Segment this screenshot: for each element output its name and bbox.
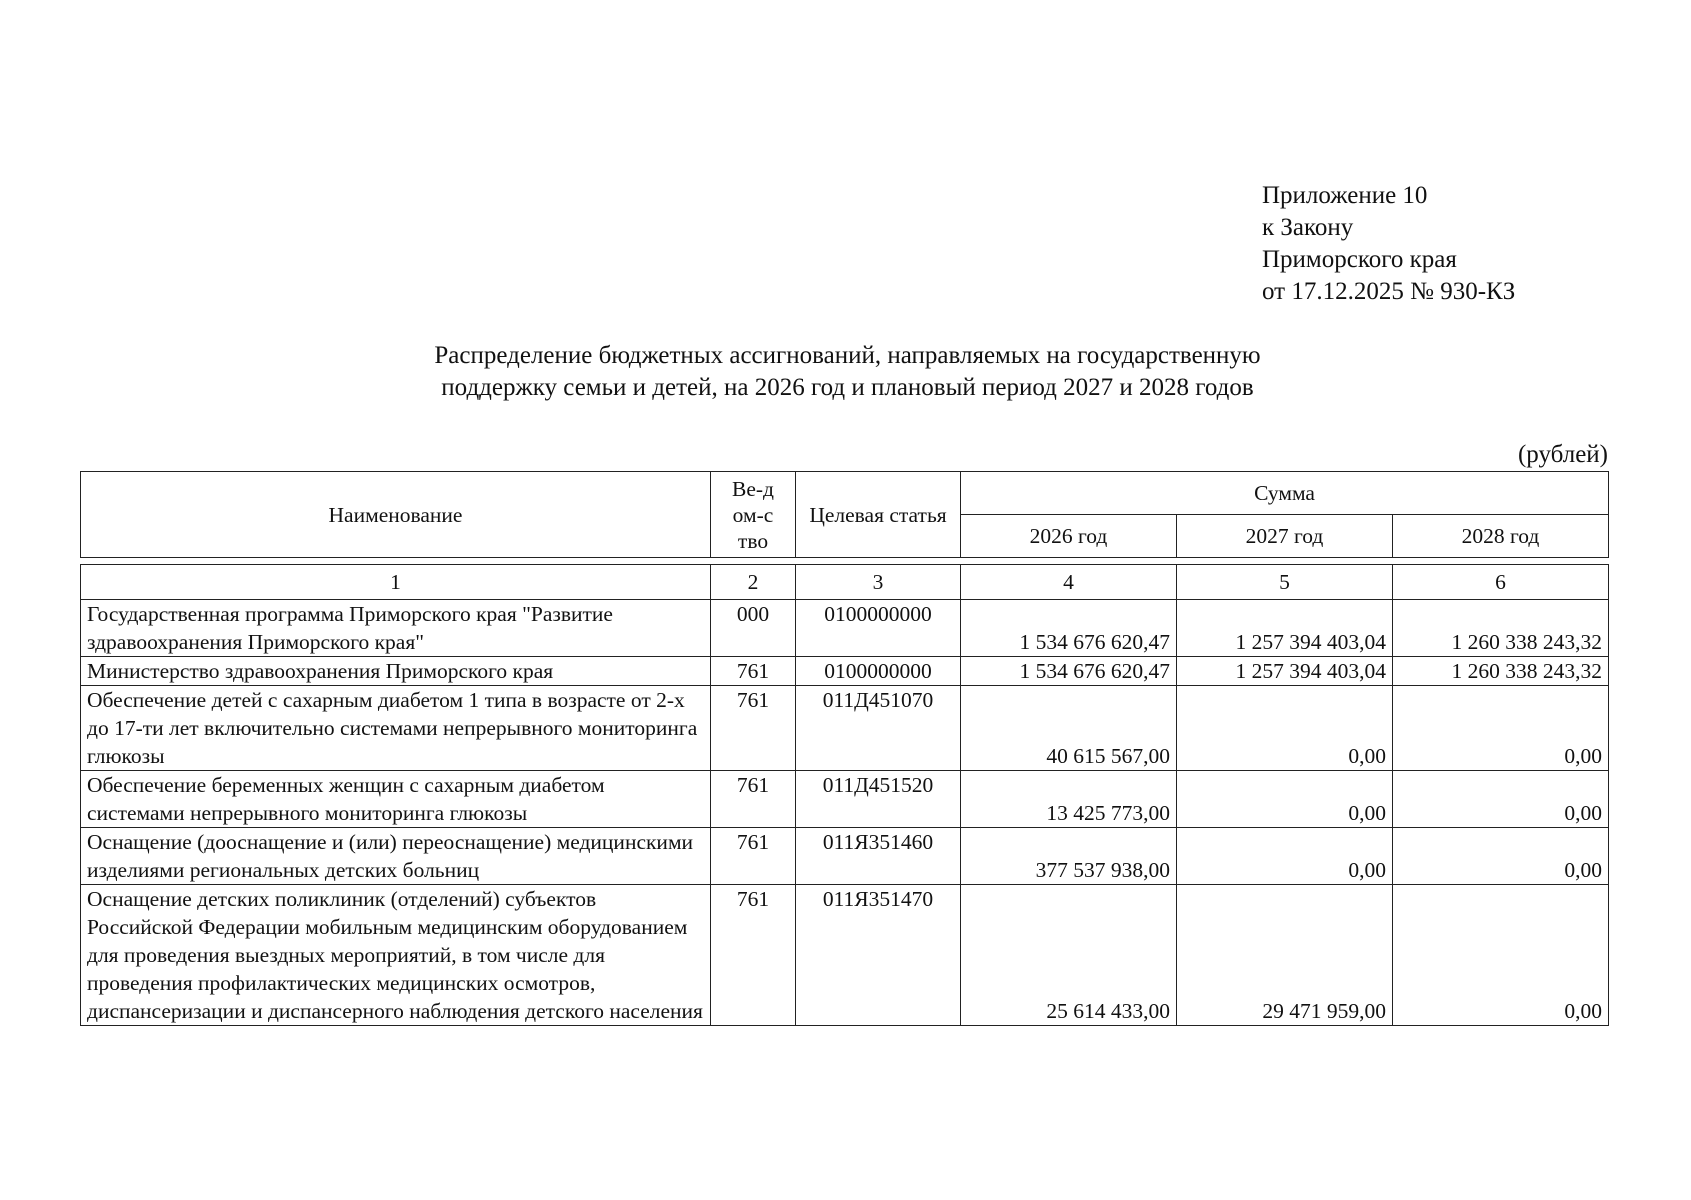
column-number: 1 bbox=[81, 565, 711, 600]
row-name: Оснащение детских поликлиник (отделений) субъектов Российской Федерации мобильным медицинским оборудованием для проведения выездных мероприятий, в том числе для проведения профилактических медицинских осмотров, диспансеризации и диспансерного наблюдения детского населения bbox=[81, 885, 711, 1026]
row-name: Обеспечение детей с сахарным диабетом 1 типа в возрасте от 2-х до 17-ти лет включительно системами непрерывного мониторинга глюкозы bbox=[81, 686, 711, 771]
document-title-line-1: Распределение бюджетных ассигнований, направляемых на государственную bbox=[434, 342, 1261, 369]
row-amount-2026: 1 534 676 620,47 bbox=[961, 600, 1177, 657]
appendix-region: Приморского края bbox=[1262, 246, 1457, 273]
row-amount-2026: 13 425 773,00 bbox=[961, 771, 1177, 828]
row-target-article: 011Я351470 bbox=[796, 885, 961, 1026]
row-department: 761 bbox=[711, 771, 796, 828]
row-target-article: 011Я351460 bbox=[796, 828, 961, 885]
column-number: 4 bbox=[961, 565, 1177, 600]
header-year-2028: 2028 год bbox=[1393, 515, 1609, 558]
column-number: 3 bbox=[796, 565, 961, 600]
row-name: Министерство здравоохранения Приморского края bbox=[81, 657, 711, 686]
header-name: Наименование bbox=[81, 472, 711, 558]
row-department: 761 bbox=[711, 686, 796, 771]
row-amount-2027: 1 257 394 403,04 bbox=[1177, 657, 1393, 686]
table-row bbox=[81, 885, 1609, 1026]
row-amount-2027: 0,00 bbox=[1177, 686, 1393, 771]
row-amount-2027: 1 257 394 403,04 bbox=[1177, 600, 1393, 657]
appendix-law: к Закону bbox=[1262, 214, 1354, 241]
row-department: 000 bbox=[711, 600, 796, 657]
row-name: Обеспечение беременных женщин с сахарным диабетом системами непрерывного мониторинга глюкозы bbox=[81, 771, 711, 828]
row-amount-2026: 377 537 938,00 bbox=[961, 828, 1177, 885]
appendix-date-number: от 17.12.2025 № 930-КЗ bbox=[1262, 278, 1516, 305]
budget-table bbox=[80, 471, 1609, 1026]
row-target-article: 011Д451520 bbox=[796, 771, 961, 828]
row-target-article: 0100000000 bbox=[796, 657, 961, 686]
header-year-2027: 2027 год bbox=[1177, 515, 1393, 558]
column-number: 2 bbox=[711, 565, 796, 600]
row-amount-2028: 1 260 338 243,32 bbox=[1393, 657, 1609, 686]
units-label: (рублей) bbox=[1517, 441, 1608, 468]
row-amount-2026: 25 614 433,00 bbox=[961, 885, 1177, 1026]
document-title-line-2: поддержку семьи и детей, на 2026 год и плановый период 2027 и 2028 годов bbox=[441, 374, 1254, 401]
row-department: 761 bbox=[711, 828, 796, 885]
row-amount-2027: 0,00 bbox=[1177, 828, 1393, 885]
table-row bbox=[81, 600, 1609, 657]
row-amount-2026: 40 615 567,00 bbox=[961, 686, 1177, 771]
row-amount-2028: 0,00 bbox=[1393, 885, 1609, 1026]
appendix-number: Приложение 10 bbox=[1262, 182, 1428, 209]
row-name: Оснащение (дооснащение и (или) переоснащение) медицинскими изделиями региональных детских больниц bbox=[81, 828, 711, 885]
table-row bbox=[81, 657, 1609, 686]
table-row bbox=[81, 828, 1609, 885]
row-amount-2026: 1 534 676 620,47 bbox=[961, 657, 1177, 686]
row-name: Государственная программа Приморского края "Развитие здравоохранения Приморского края" bbox=[81, 600, 711, 657]
row-target-article: 0100000000 bbox=[796, 600, 961, 657]
header-department-text: Ве-дом-ство bbox=[732, 476, 774, 553]
table-row bbox=[81, 771, 1609, 828]
column-numbers-row bbox=[81, 565, 1609, 600]
column-number: 6 bbox=[1393, 565, 1609, 600]
row-amount-2027: 29 471 959,00 bbox=[1177, 885, 1393, 1026]
header-sum: Сумма bbox=[961, 472, 1609, 515]
row-amount-2028: 0,00 bbox=[1393, 771, 1609, 828]
header-target-article: Целевая статья bbox=[796, 472, 961, 558]
header-year-2026: 2026 год bbox=[961, 515, 1177, 558]
row-target-article: 011Д451070 bbox=[796, 686, 961, 771]
document-title bbox=[300, 340, 1395, 404]
header-gap bbox=[81, 558, 1609, 565]
row-amount-2028: 0,00 bbox=[1393, 686, 1609, 771]
column-number: 5 bbox=[1177, 565, 1393, 600]
table-row bbox=[81, 686, 1609, 771]
row-amount-2027: 0,00 bbox=[1177, 771, 1393, 828]
row-amount-2028: 1 260 338 243,32 bbox=[1393, 600, 1609, 657]
row-department: 761 bbox=[711, 885, 796, 1026]
header-department bbox=[711, 472, 796, 558]
row-amount-2028: 0,00 bbox=[1393, 828, 1609, 885]
appendix-reference bbox=[1262, 180, 1515, 308]
row-department: 761 bbox=[711, 657, 796, 686]
